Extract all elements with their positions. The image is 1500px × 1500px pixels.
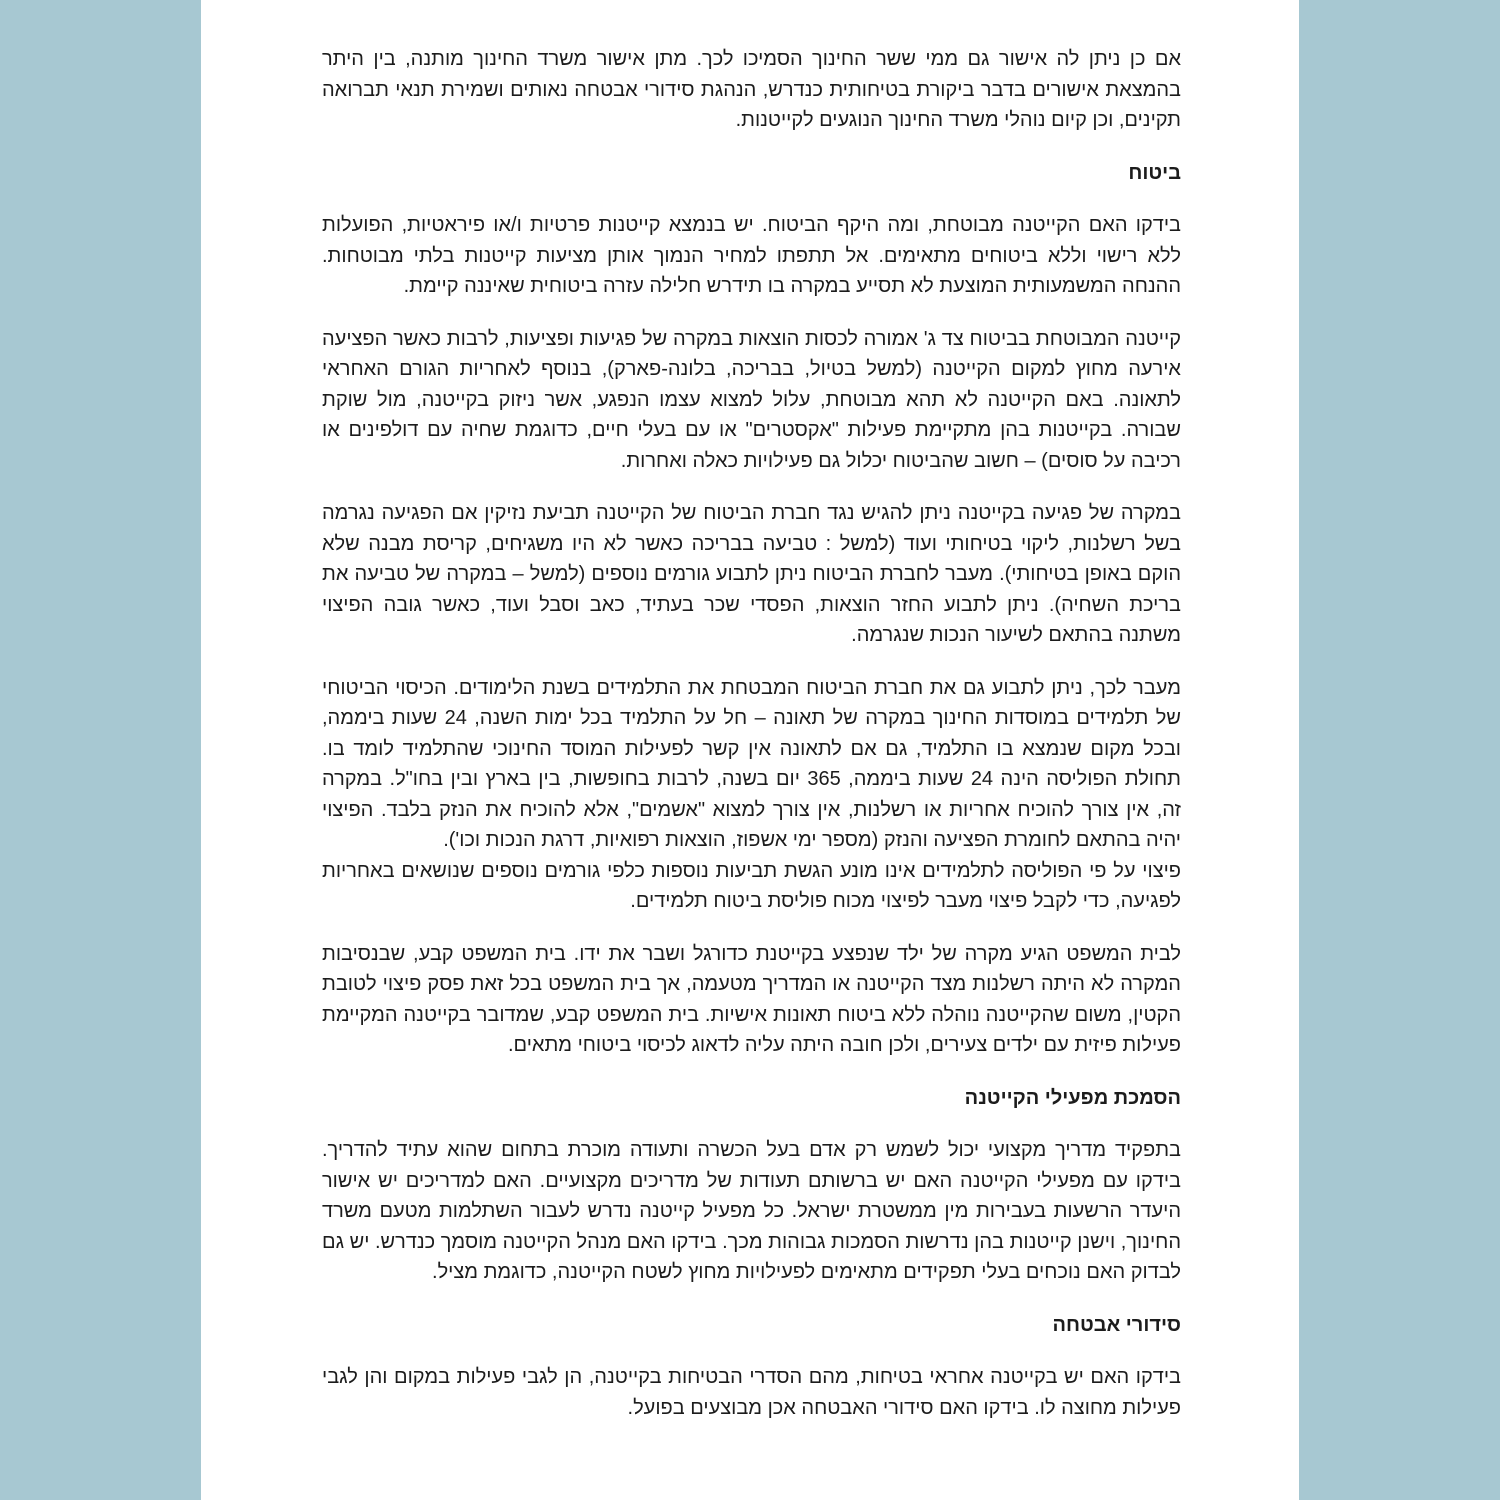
paragraph-approval: אם כן ניתן לה אישור גם ממי ששר החינוך הסמיכו לכך. מתן אישור משרד החינוך מותנה, בין היתר בהמצאת אישורים בדבר ביקורת בטיחותית כנדרש, הנהגת סידורי אבטחה נאותים ושמירת תנאי תברואה תקינים, וכן קיום נוהלי משרד החינוך הנוגעים לקייטנות.: [322, 48, 1181, 131]
paragraph-student-insurance: מעבר לכך, ניתן לתבוע גם את חברת הביטוח המבטחת את התלמידים בשנת הלימודים. הכיסוי הביטוחי של תלמידים במוסדות החינוך במקרה של תאונה – חל על התלמיד בכל ימות השנה, 24 שעות ביממה, ובכל מקום שנמצא בו התלמיד, גם אם לתאונה אין קשר לפעילות המוסד החינוכי שהתלמיד לומד בו. תחולת הפוליסה הינה 24 שעות ביממה, 365 יום בשנה, לרבות בחופשות, בין בארץ ובין בחו"ל. במקרה זה, אין צורך להוכיח אחריות או רשלנות, אין צורך למצוא "אשמים", אלא להוכיח את הנזק בלבד. הפיצוי יהיה בהתאם לחומרת הפציעה והנזק (מספר ימי אשפוז, הוצאות רפואיות, דרגת הנכות וכו').: [322, 676, 1181, 851]
paragraph-third-party-insurance: קייטנה המבוטחת בביטוח צד ג' אמורה לכסות הוצאות במקרה של פגיעות ופציעות, לרבות כאשר הפציעה אירעה מחוץ למקום הקייטנה (למשל בטיול, בבריכה, בלונה-פארק), בנוסף לאחריות הגורם האחראי לתאונה. באם הקייטנה לא תהא מבוטחת, עלול למצוא עצמו הנפגע, אשר ניזוק בקייטנה, מול שוקת שבורה. בקייטנות בהן מתקיימת פעילות "אקסטרים" או עם בעלי חיים, כדוגמת שחיה עם דולפינים או רכיבה על סוסים) – חשוב שהביטוח יכלול גם פעילויות כאלה ואחרות.: [322, 327, 1181, 472]
heading-insurance: ביטוח: [1128, 161, 1181, 184]
document-page: [201, 0, 1299, 1500]
heading-operator-certification: הסמכת מפעילי הקייטנה: [964, 1086, 1181, 1109]
paragraph-security-arrangements: בידקו האם יש בקייטנה אחראי בטיחות, מהם הסדרי הבטיחות בקייטנה, הן לגבי פעילות במקום והן לגבי פעילות מחוצה לו. בידקו האם סידורי האבטחה אכן מבוצעים בפועל.: [322, 1366, 1181, 1419]
paragraph-court-case: לבית המשפט הגיע מקרה של ילד שנפצע בקייטנת כדורגל ושבר את ידו. בית המשפט קבע, שבנסיבות המקרה לא היתה רשלנות מצד הקייטנה או המדריך מטעמה, אך בית המשפט בכל זאת פסק פיצוי לטובת הקטין, משום שהקייטנה נוהלה ללא ביטוח תאונות אישיות. בית המשפט קבע, שמדובר בקייטנה המקיימת פעילות פיזית עם ילדים צעירים, ולכן חובה היתה עליה לדאוג לכיסוי ביטוחי מתאים.: [322, 942, 1181, 1056]
paragraph-injury-claim: במקרה של פגיעה בקייטנה ניתן להגיש נגד חברת הביטוח של הקייטנה תביעת נזיקין אם הפגיעה נגרמה בשל רשלנות, ליקוי בטיחותי ועוד (למשל : טביעה בבריכה כאשר לא היו משגיחים, קריסת מבנה שלא הוקם באופן בטיחותי). מעבר לחברת הביטוח ניתן לתבוע גורמים נוספים (למשל – במקרה של טביעה את בריכת השחיה). ניתן לתבוע החזר הוצאות, הפסדי שכר בעתיד, כאב וסבל ועוד, כאשר גובה הפיצוי משתנה בהתאם לשיעור הנכות שנגרמה.: [322, 502, 1181, 646]
paragraph-additional-claims: פיצוי על פי הפוליסה לתלמידים אינו מונע הגשת תביעות נוספות כלפי גורמים נוספים שנושאים באחריות לפגיעה, כדי לקבל פיצוי מעבר לפיצוי מכוח פוליסת ביטוח תלמידים.: [322, 859, 1181, 912]
heading-security-arrangements: סידורי אבטחה: [1052, 1313, 1181, 1336]
paragraph-operator-certification: בתפקיד מדריך מקצועי יכול לשמש רק אדם בעל הכשרה ותעודה מוכרת בתחום שהוא עתיד להדריך. בידקו עם מפעילי הקייטנה האם יש ברשותם תעודות של מדריכים מקצועיים. האם למדריכים יש אישור היעדר הרשעות בעבירות מין ממשטרת ישראל. כל מפעיל קייטנה נדרש לעבור השתלמות מטעם משרד החינוך, וישנן קייטנות בהן נדרשות הסמכות גבוהות מכך. בידקו האם מנהל הקייטנה מוסמך כנדרש. יש גם לבדוק האם נוכחים בעלי תפקידים מתאימים לפעילויות מחוץ לשטח הקייטנה, כדוגמת מציל.: [322, 1139, 1181, 1283]
paragraph-insurance-check: בידקו האם הקייטנה מבוטחת, ומה היקף הביטוח. יש בנמצא קייטנות פרטיות ו/או פיראטיות, הפועלות ללא רישוי וללא ביטוחים מתאימים. אל תתפתו למחיר הנמוך אותן מציעות קייטנות בלתי מבוטחות. ההנחה המשמעותית המוצעת לא תסייע במקרה בו תידרש חלילה עזרה ביטוחית שאיננה קיימת.: [322, 214, 1181, 297]
